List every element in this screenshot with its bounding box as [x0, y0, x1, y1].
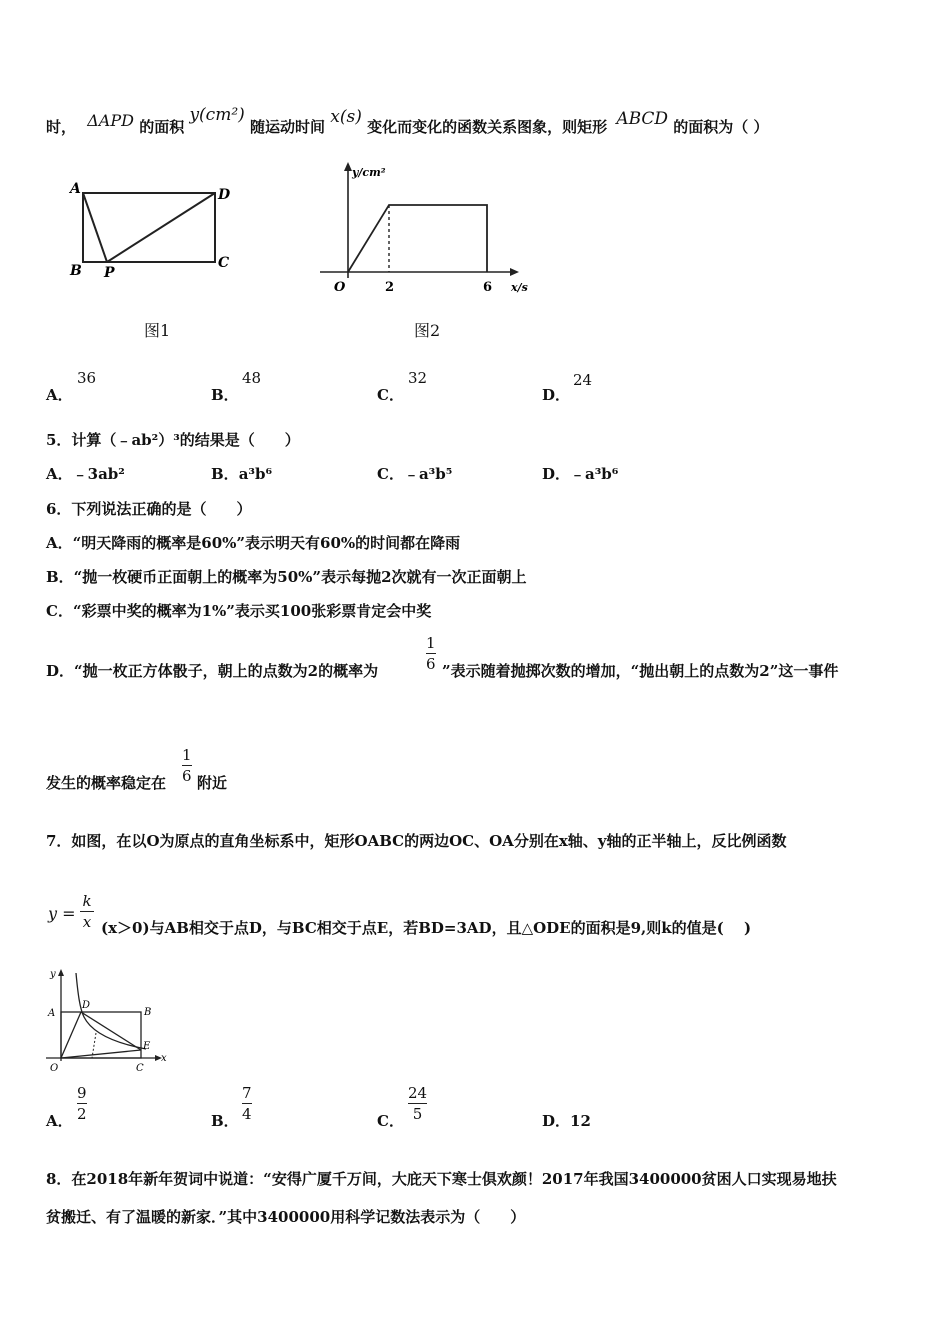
q4-stem-prefix: 时， [46, 118, 77, 136]
segment-ap [83, 193, 107, 262]
q4-stem-change: 变化而变化的函数关系图象，则矩形 [367, 118, 608, 136]
q4-stem [46, 105, 769, 142]
q4-option-d-label: D． [542, 386, 571, 404]
q7-option-c[interactable] [377, 1110, 404, 1131]
fraction-denominator: 4 [242, 1105, 252, 1123]
x-axis-label: x/s [511, 281, 528, 294]
q4-stem-time: 随运动时间 [250, 118, 326, 136]
q6-option-b[interactable]: B．“抛一枚硬币正面朝上的概率为50%”表示每抛2次就有一次正面朝上 [46, 568, 527, 586]
q7-option-b[interactable] [211, 1110, 239, 1131]
q4-option-b[interactable] [211, 384, 239, 405]
label-d: D [218, 187, 231, 203]
q4-option-c-label: C． [377, 386, 404, 404]
label-o: O [50, 1063, 59, 1074]
q5-option-a[interactable] [46, 463, 125, 484]
q6-option-c[interactable]: C．“彩票中奖的概率为1%”表示买100张彩票肯定会中奖 [46, 602, 432, 620]
q5-option-b-value: a³b⁶ [238, 465, 273, 483]
q7-option-a[interactable] [46, 1110, 73, 1131]
fraction-denominator: 6 [182, 767, 192, 785]
q5-option-a-label: A． [46, 465, 73, 483]
q7-figure [44, 965, 174, 1075]
q7-option-c-fraction [408, 1083, 427, 1124]
q4-option-d-value: 24 [573, 371, 593, 389]
label-a: A [48, 1008, 56, 1019]
x-axis-arrow [510, 268, 519, 276]
function-curve [348, 205, 487, 272]
q7-option-c-label: C． [377, 1112, 404, 1130]
y-axis-arrow [58, 969, 64, 976]
fraction-numerator: k [82, 892, 92, 910]
y-axis-arrow [344, 162, 352, 171]
q5-option-d-value: ﹣a³b⁶ [570, 465, 619, 483]
q5-stem: 5．计算（﹣ab²）³的结果是（ ） [46, 431, 300, 449]
q4-rect-abcd: ABCD [616, 109, 669, 129]
q4-option-c-value: 32 [408, 369, 428, 387]
q4-stem-end: 的面积为（ ） [673, 118, 769, 136]
q7-option-d[interactable] [542, 1110, 591, 1131]
q4-y-unit: y(cm²) [189, 105, 245, 125]
fraction-denominator: 5 [412, 1105, 423, 1123]
q6-fraction-1-6-b [182, 745, 192, 786]
fraction-numerator: 9 [77, 1084, 87, 1102]
q4-option-a[interactable] [46, 384, 73, 405]
q8-line-1: 8．在2018年新年贺词中说道：“安得广厦千万间，大庇天下寒士俱欢颜！2017年我国3400000贫困人口实现易地扶 [46, 1170, 837, 1188]
label-y: y [50, 969, 56, 980]
label-e: E [143, 1041, 151, 1052]
q5-option-d-label: D． [542, 465, 571, 483]
q4-option-a-label: A． [46, 386, 73, 404]
q6-fraction-1-6-a [426, 633, 436, 674]
q4-option-c[interactable] [377, 384, 404, 405]
q8-line-2: 贫搬迁、有了温暖的新家．”其中3400000用科学记数法表示为（ ） [46, 1208, 526, 1226]
q4-figure-1-caption: 图1 [144, 321, 171, 340]
q5-option-c-label: C． [377, 465, 404, 483]
q7-function-y: y = [48, 904, 76, 923]
q7-function-fraction [80, 891, 94, 932]
q7-option-b-fraction [242, 1083, 252, 1124]
q7-option-a-label: A． [46, 1112, 73, 1130]
q6-option-a[interactable]: A．“明天降雨的概率是60%”表示明天有60%的时间都在降雨 [46, 534, 461, 552]
q7-option-b-label: B． [211, 1112, 239, 1130]
fraction-denominator: x [82, 913, 92, 931]
tick-label-6: 6 [483, 280, 493, 295]
q6-stem: 6．下列说法正确的是（ ） [46, 500, 252, 518]
q4-figure-2 [315, 160, 540, 300]
fraction-denominator: 2 [77, 1105, 87, 1123]
q4-figure-1 [60, 175, 240, 285]
q6-option-d-line2-left: 发生的概率稳定在 [46, 774, 167, 792]
label-a: A [70, 181, 81, 197]
q6-option-d-line1-left[interactable]: D．“抛一枚正方体骰子，朝上的点数为2的概率为 [46, 662, 379, 680]
hyperbola-curve [76, 973, 146, 1049]
q5-option-b-label: B． [211, 465, 239, 483]
fraction-numerator: 1 [426, 634, 436, 652]
tick-label-2: 2 [385, 280, 395, 295]
label-x: x [161, 1053, 167, 1064]
q5-option-d[interactable] [542, 463, 618, 484]
segment-od [61, 1012, 81, 1058]
q7-condition: (x＞0)与AB相交于点D，与BC相交于点E，若BD=3AD，且△ODE的面积是9,则k的值是( ) [101, 919, 752, 937]
q4-option-a-value: 36 [77, 369, 97, 387]
origin-label: O [334, 280, 346, 295]
q5-option-c-value: ﹣a³b⁵ [403, 465, 453, 483]
q5-option-c[interactable] [377, 463, 452, 484]
fraction-numerator: 7 [242, 1084, 252, 1102]
label-b: B [144, 1007, 152, 1018]
q7-stem: 7．如图，在以O为原点的直角坐标系中，矩形OABC的两边OC、OA分别在x轴、y轴的正半轴上，反比例函数 [46, 832, 787, 850]
q7-option-d-label: D． [542, 1112, 571, 1130]
label-d: D [82, 1000, 91, 1011]
label-p: P [104, 265, 115, 281]
q4-stem-area: 的面积 [139, 118, 185, 136]
segment-oe [61, 1050, 141, 1058]
q4-triangle-apd: ΔAPD [87, 111, 134, 130]
segment-de [81, 1012, 141, 1050]
q4-option-d[interactable] [542, 384, 570, 405]
q6-option-d-line1-right: ”表示随着抛掷次数的增加，“抛出朝上的点数为2”这一事件 [442, 662, 839, 680]
q4-option-b-label: B． [211, 386, 239, 404]
y-axis-label: y/cm² [352, 166, 386, 179]
q7-option-a-fraction [77, 1083, 87, 1124]
label-c: C [136, 1063, 144, 1074]
q4-x-unit: x(s) [330, 107, 362, 127]
q4-option-b-value: 48 [242, 369, 262, 387]
fraction-numerator: 1 [182, 746, 192, 764]
q5-option-a-value: ﹣3ab² [72, 465, 125, 483]
label-b: B [70, 263, 82, 279]
fraction-numerator: 24 [408, 1084, 428, 1102]
label-c: C [218, 255, 230, 271]
q5-option-b[interactable] [211, 463, 272, 484]
q7-option-d-value: 12 [570, 1112, 591, 1130]
segment-pd [107, 193, 215, 262]
fraction-denominator: 6 [426, 655, 436, 673]
q6-option-d-line2-right: 附近 [197, 774, 228, 792]
q4-figure-2-caption: 图2 [414, 321, 441, 340]
